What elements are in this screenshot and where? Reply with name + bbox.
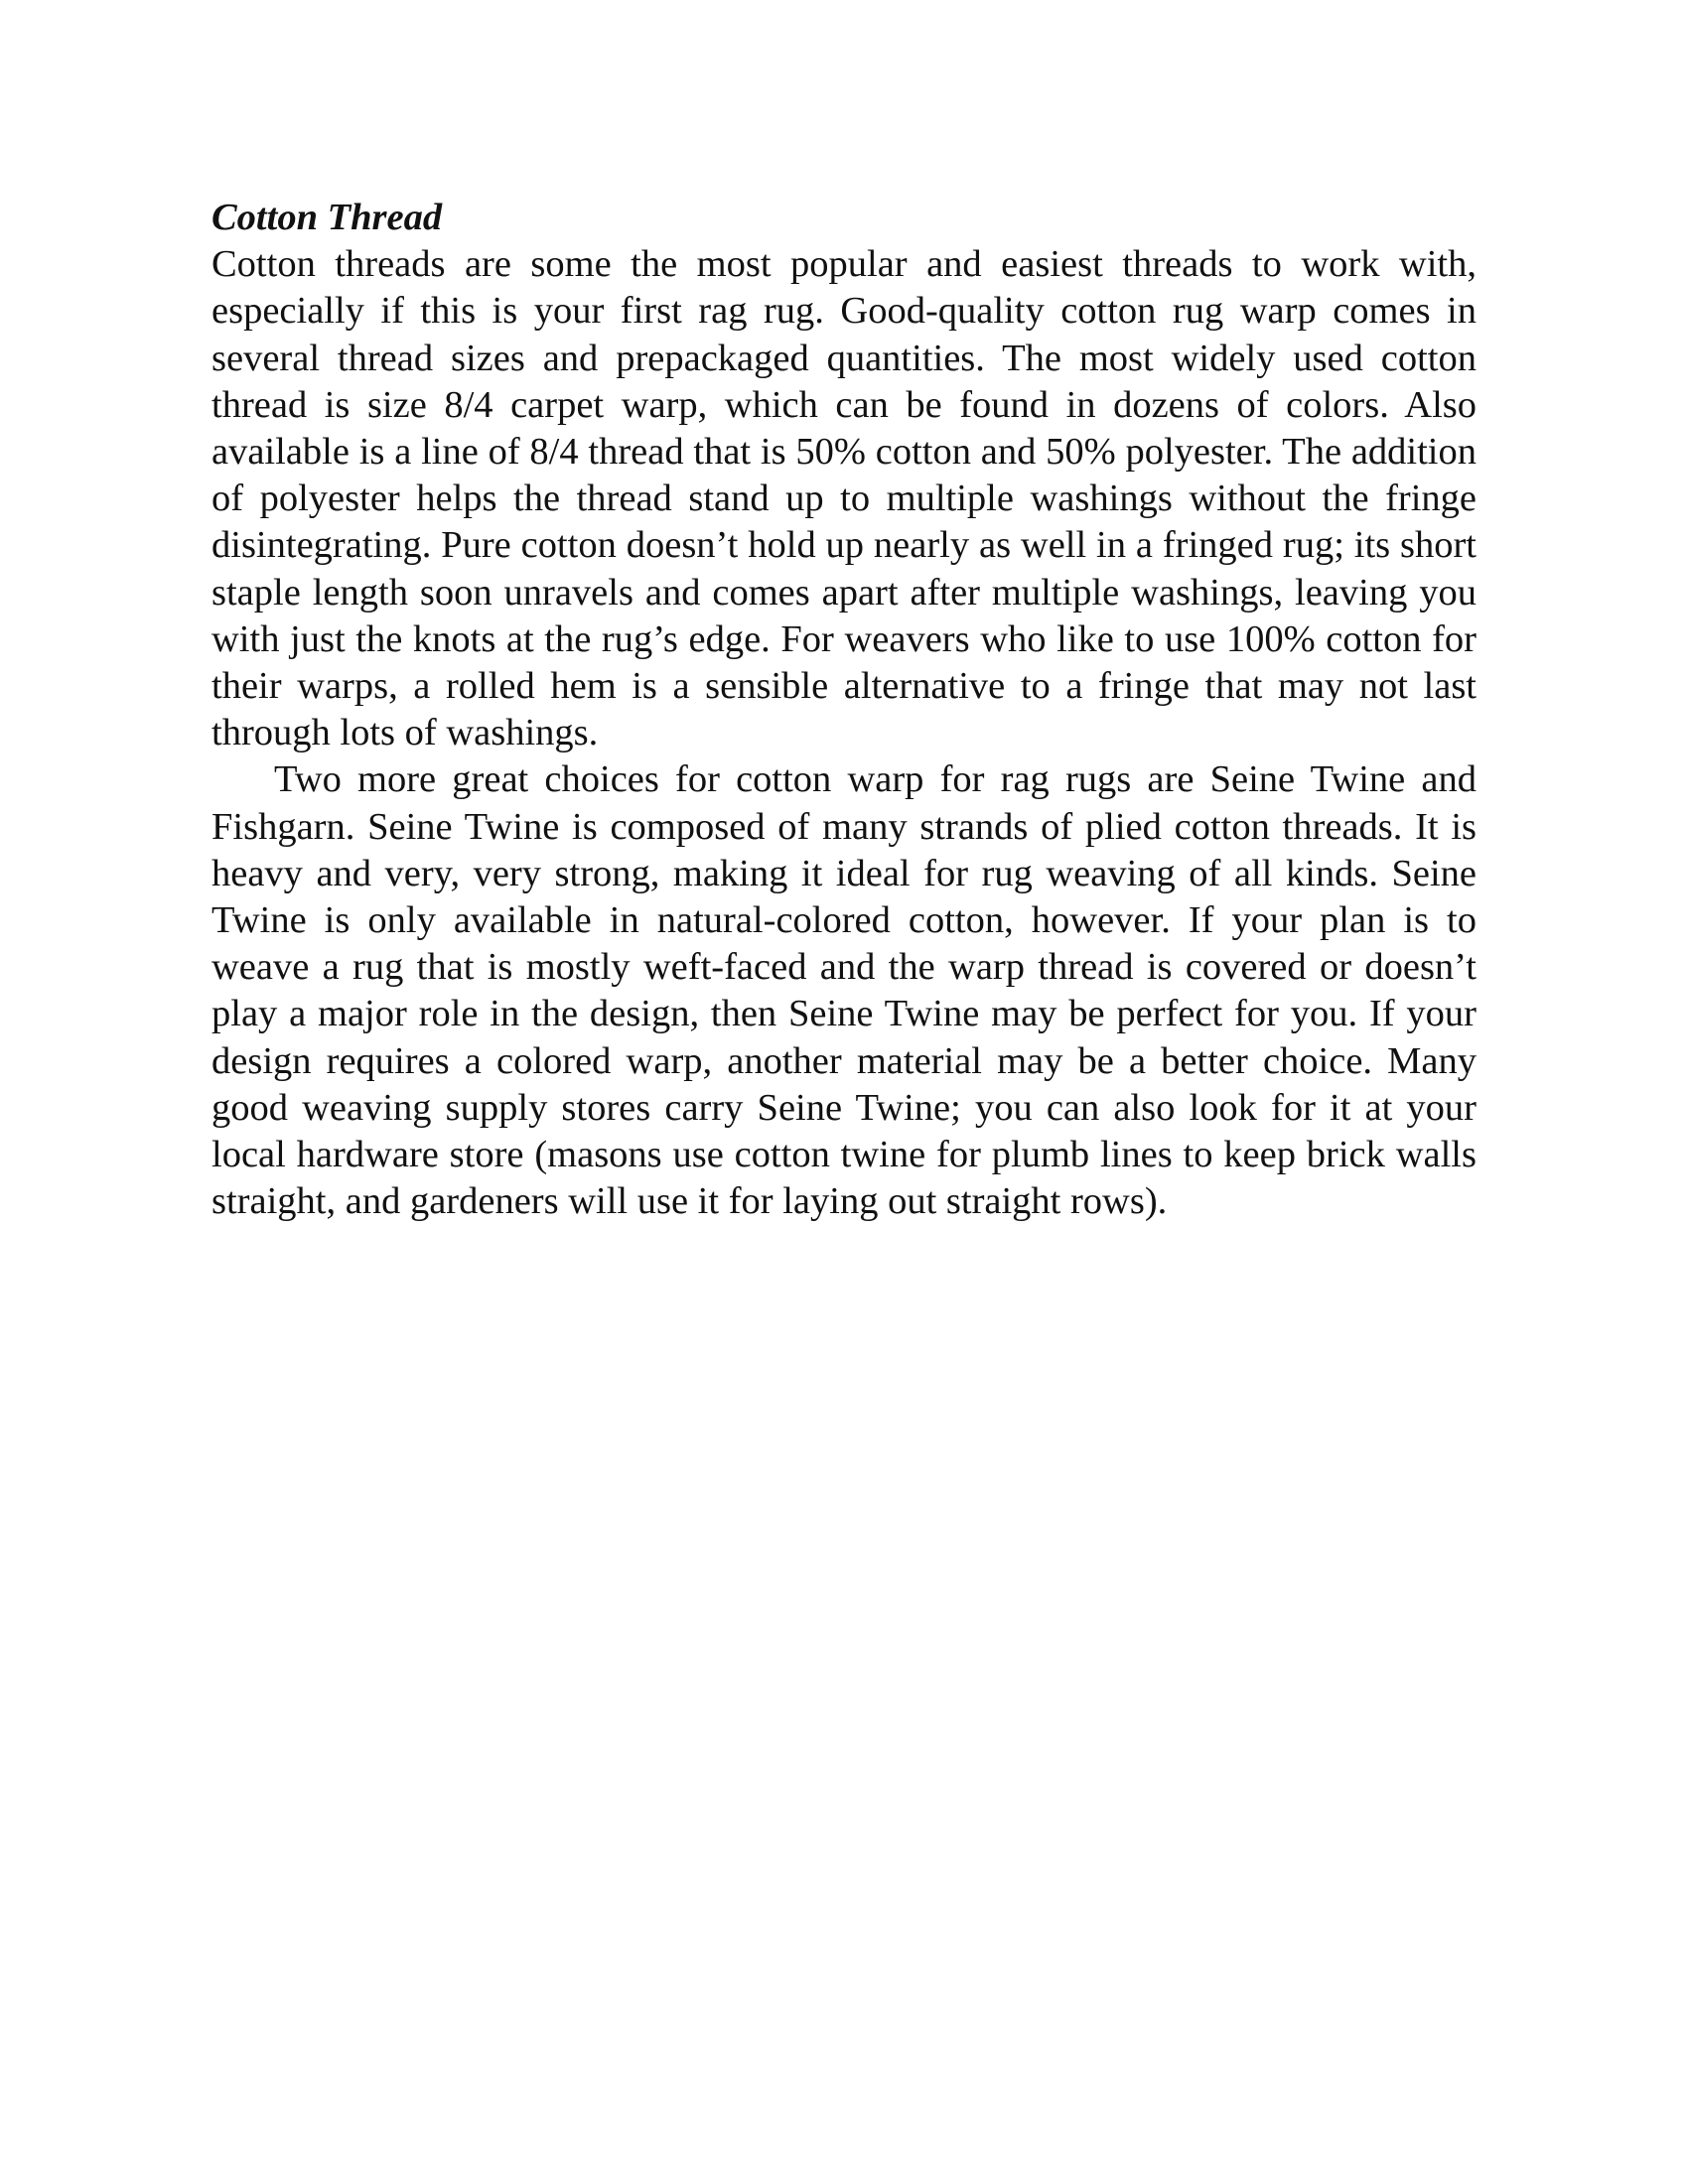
paragraph-cotton-threads: Cotton threads are some the most popular and easiest threads to work with, especially if this is your first rag rug. Good-quality cotton rug warp comes in several thread sizes and prepackaged quantities. The most widely used cotton thread is size 8/4 carpet warp, which can be found in dozens of colors. Also available is a line of 8/4 thread that is 50% cotton and 50% polyester. The addition of polyester helps the thread stand up to multiple washings without the fringe disintegrating. Pure cotton doesn’t hold up nearly as well in a fringed rug; its short staple length soon unravels and comes apart after multiple washings, leaving you with just the knots at the rug’s edge. For weavers who like to use 100% cotton for their warps, a rolled hem is a sensible alternative to a fringe that may not last through lots of washings. [211,243,1477,754]
paragraph-seine-twine: Two more great choices for cotton warp for rag rugs are Seine Twine and Fishgarn. Seine Twine is composed of many strands of plied cotton threads. It is heavy and very, very strong, making it ideal for rug weaving of all kinds. Seine Twine is only available in natural-colored cotton, however. If your plan is to weave a rug that is mostly weft-faced and the warp thread is covered or doesn’t play a major role in the design, then Seine Twine may be perfect for you. If your design requires a colored warp, another material may be a better choice. Many good weaving supply stores carry Seine Twine; you can also look for it at your local hardware store (masons use cotton twine for plumb lines to keep brick walls straight, and gardeners will use it for laying out straight rows). [211,758,1477,1223]
text-body [211,195,1477,1225]
section-heading: Cotton Thread [211,197,443,238]
